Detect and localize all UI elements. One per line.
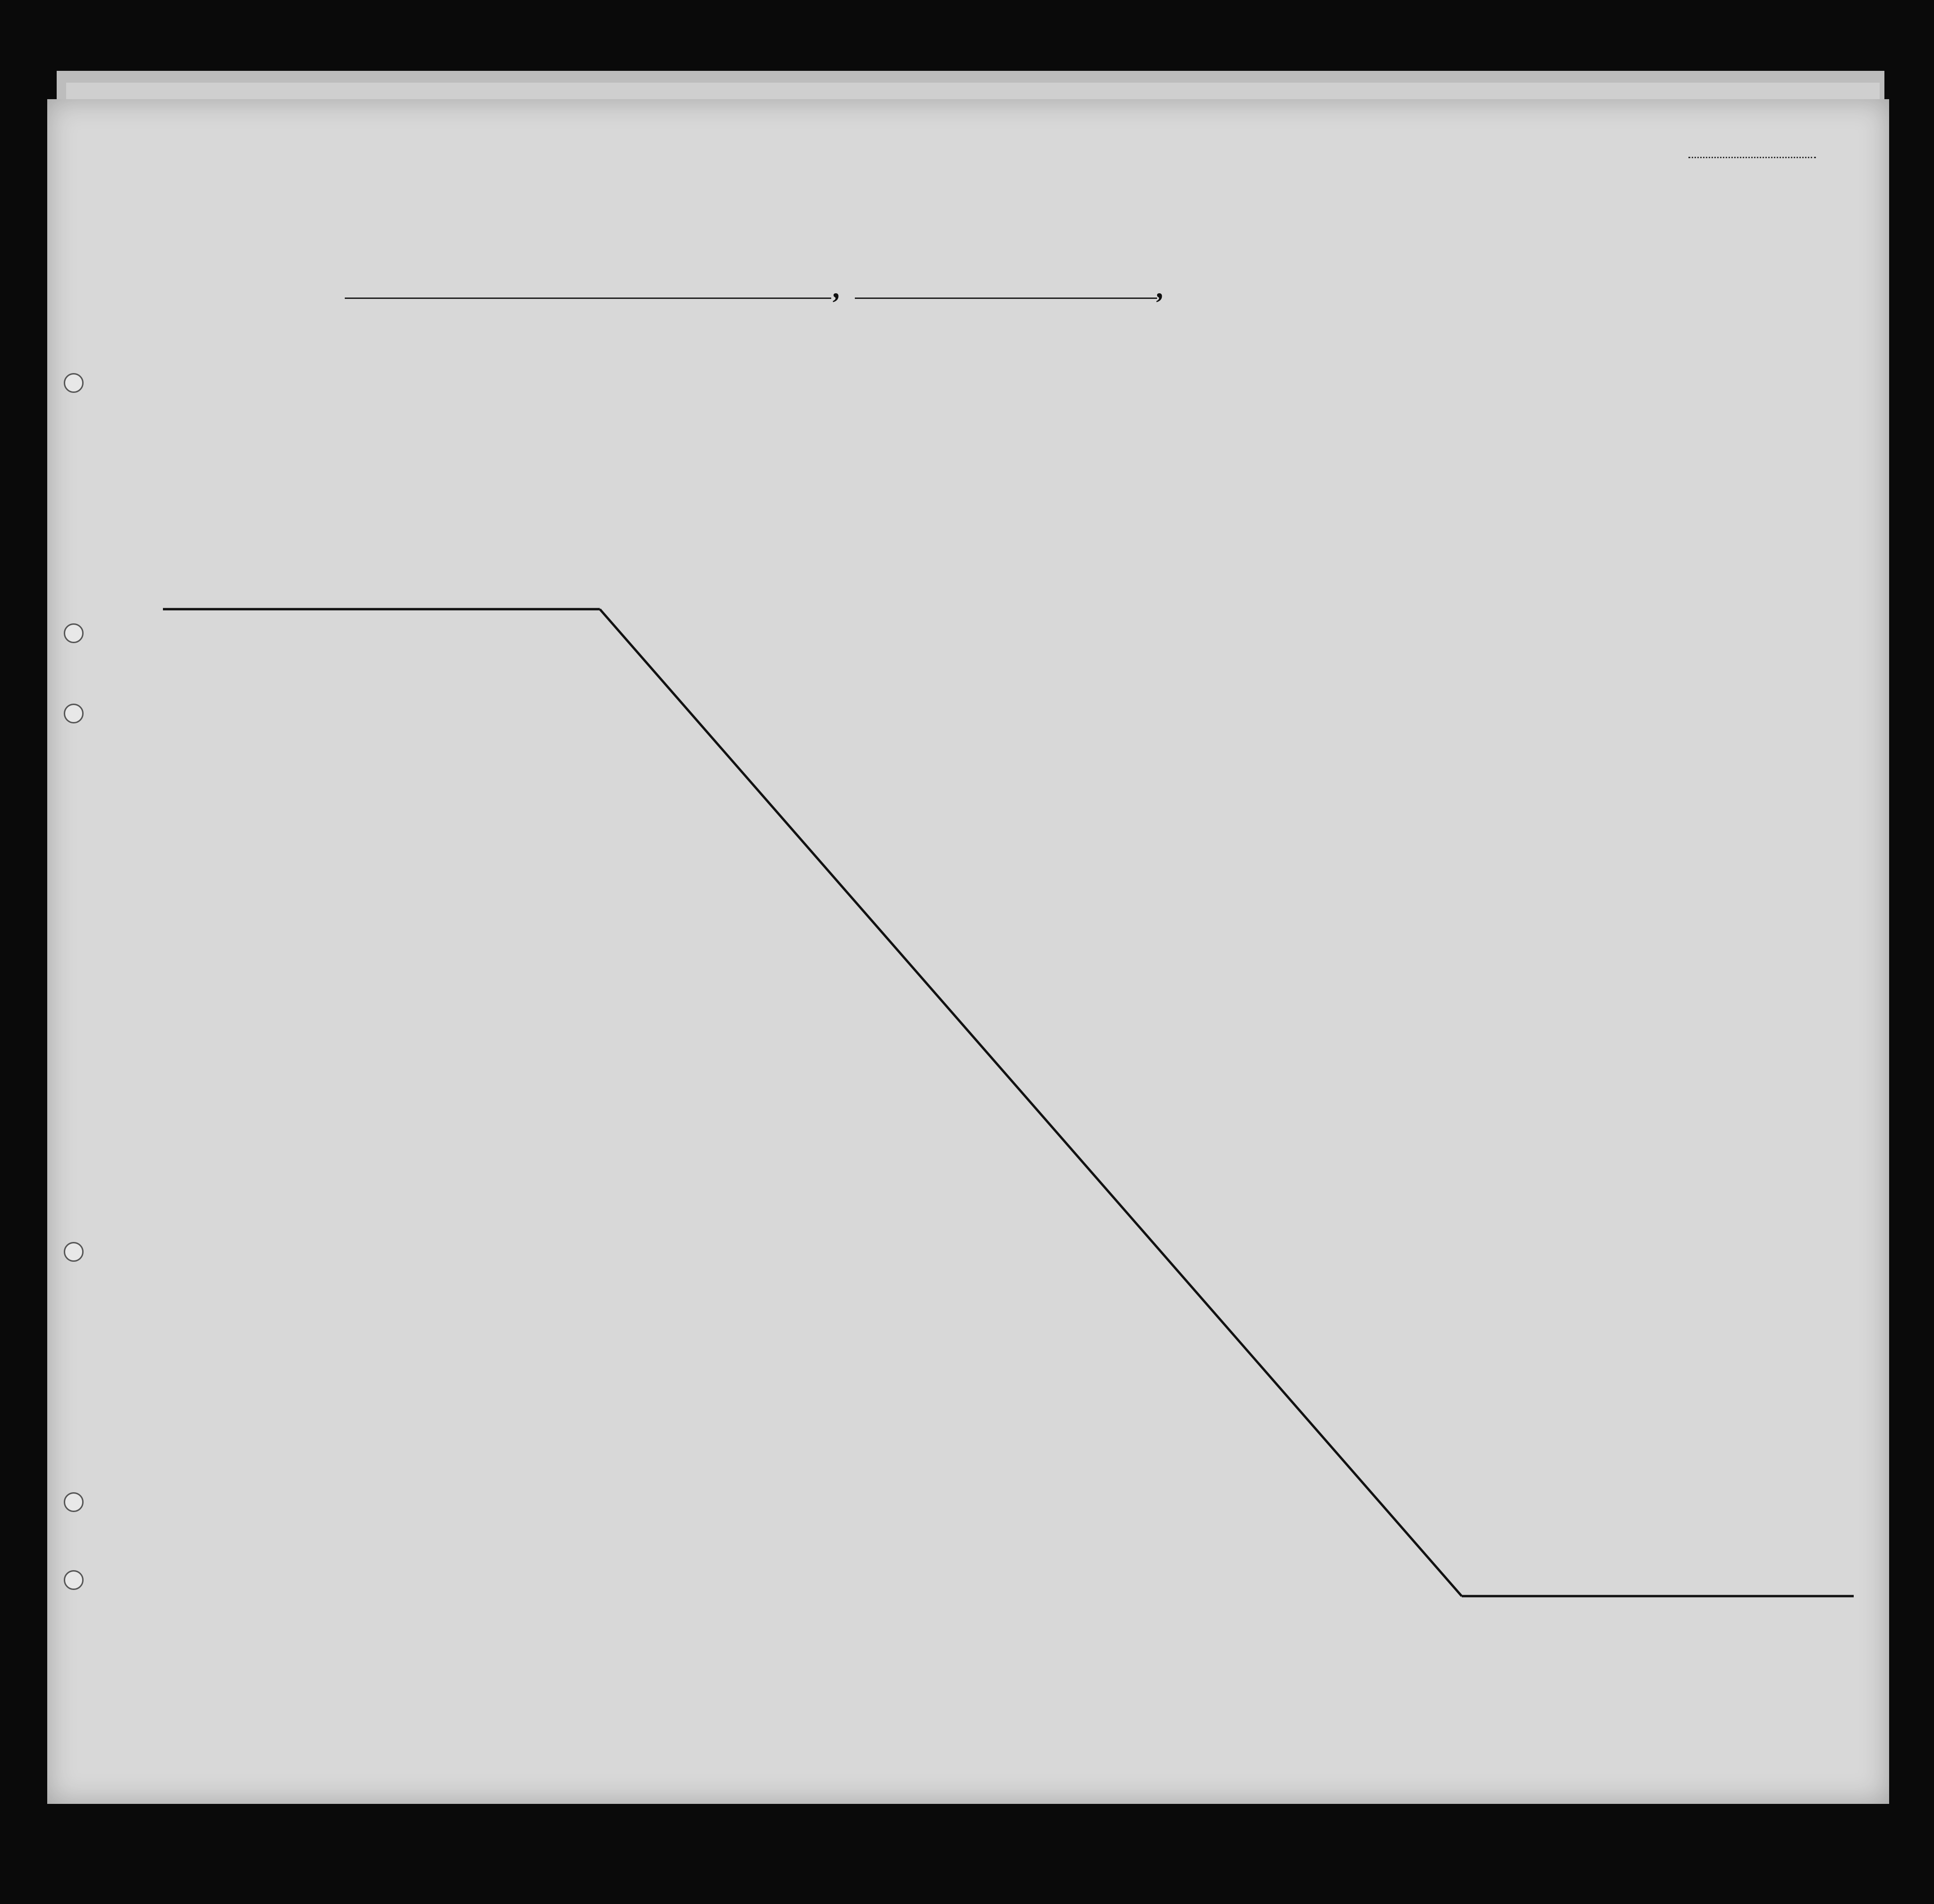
- header-purpose-length: [1150, 371, 1190, 477]
- port-line: [345, 298, 831, 299]
- header-ticket: [571, 359, 597, 477]
- header-purpose-return: [1103, 371, 1145, 477]
- header-money: [690, 359, 714, 477]
- date-line: [855, 298, 1157, 299]
- binder-hole: [64, 623, 84, 643]
- list-number-line: [1688, 157, 1816, 158]
- binder-hole: [64, 1492, 84, 1512]
- void-line-diagonal: [600, 609, 1462, 1596]
- binder-hole: [64, 1570, 84, 1590]
- header-question-28: [1316, 359, 1361, 477]
- header-anarchist: [1292, 359, 1311, 477]
- header-deported: [1419, 359, 1443, 477]
- header-inches: [1596, 425, 1610, 477]
- binder-hole: [64, 704, 84, 723]
- binder-hole: [64, 373, 84, 393]
- header-polygamist: [1269, 359, 1288, 477]
- header-prison: [1243, 359, 1266, 477]
- header-feet: [1575, 425, 1589, 477]
- header-purpose-citizen: [1211, 371, 1240, 477]
- binder-hole: [64, 1242, 84, 1262]
- header-question-29: [1368, 359, 1406, 477]
